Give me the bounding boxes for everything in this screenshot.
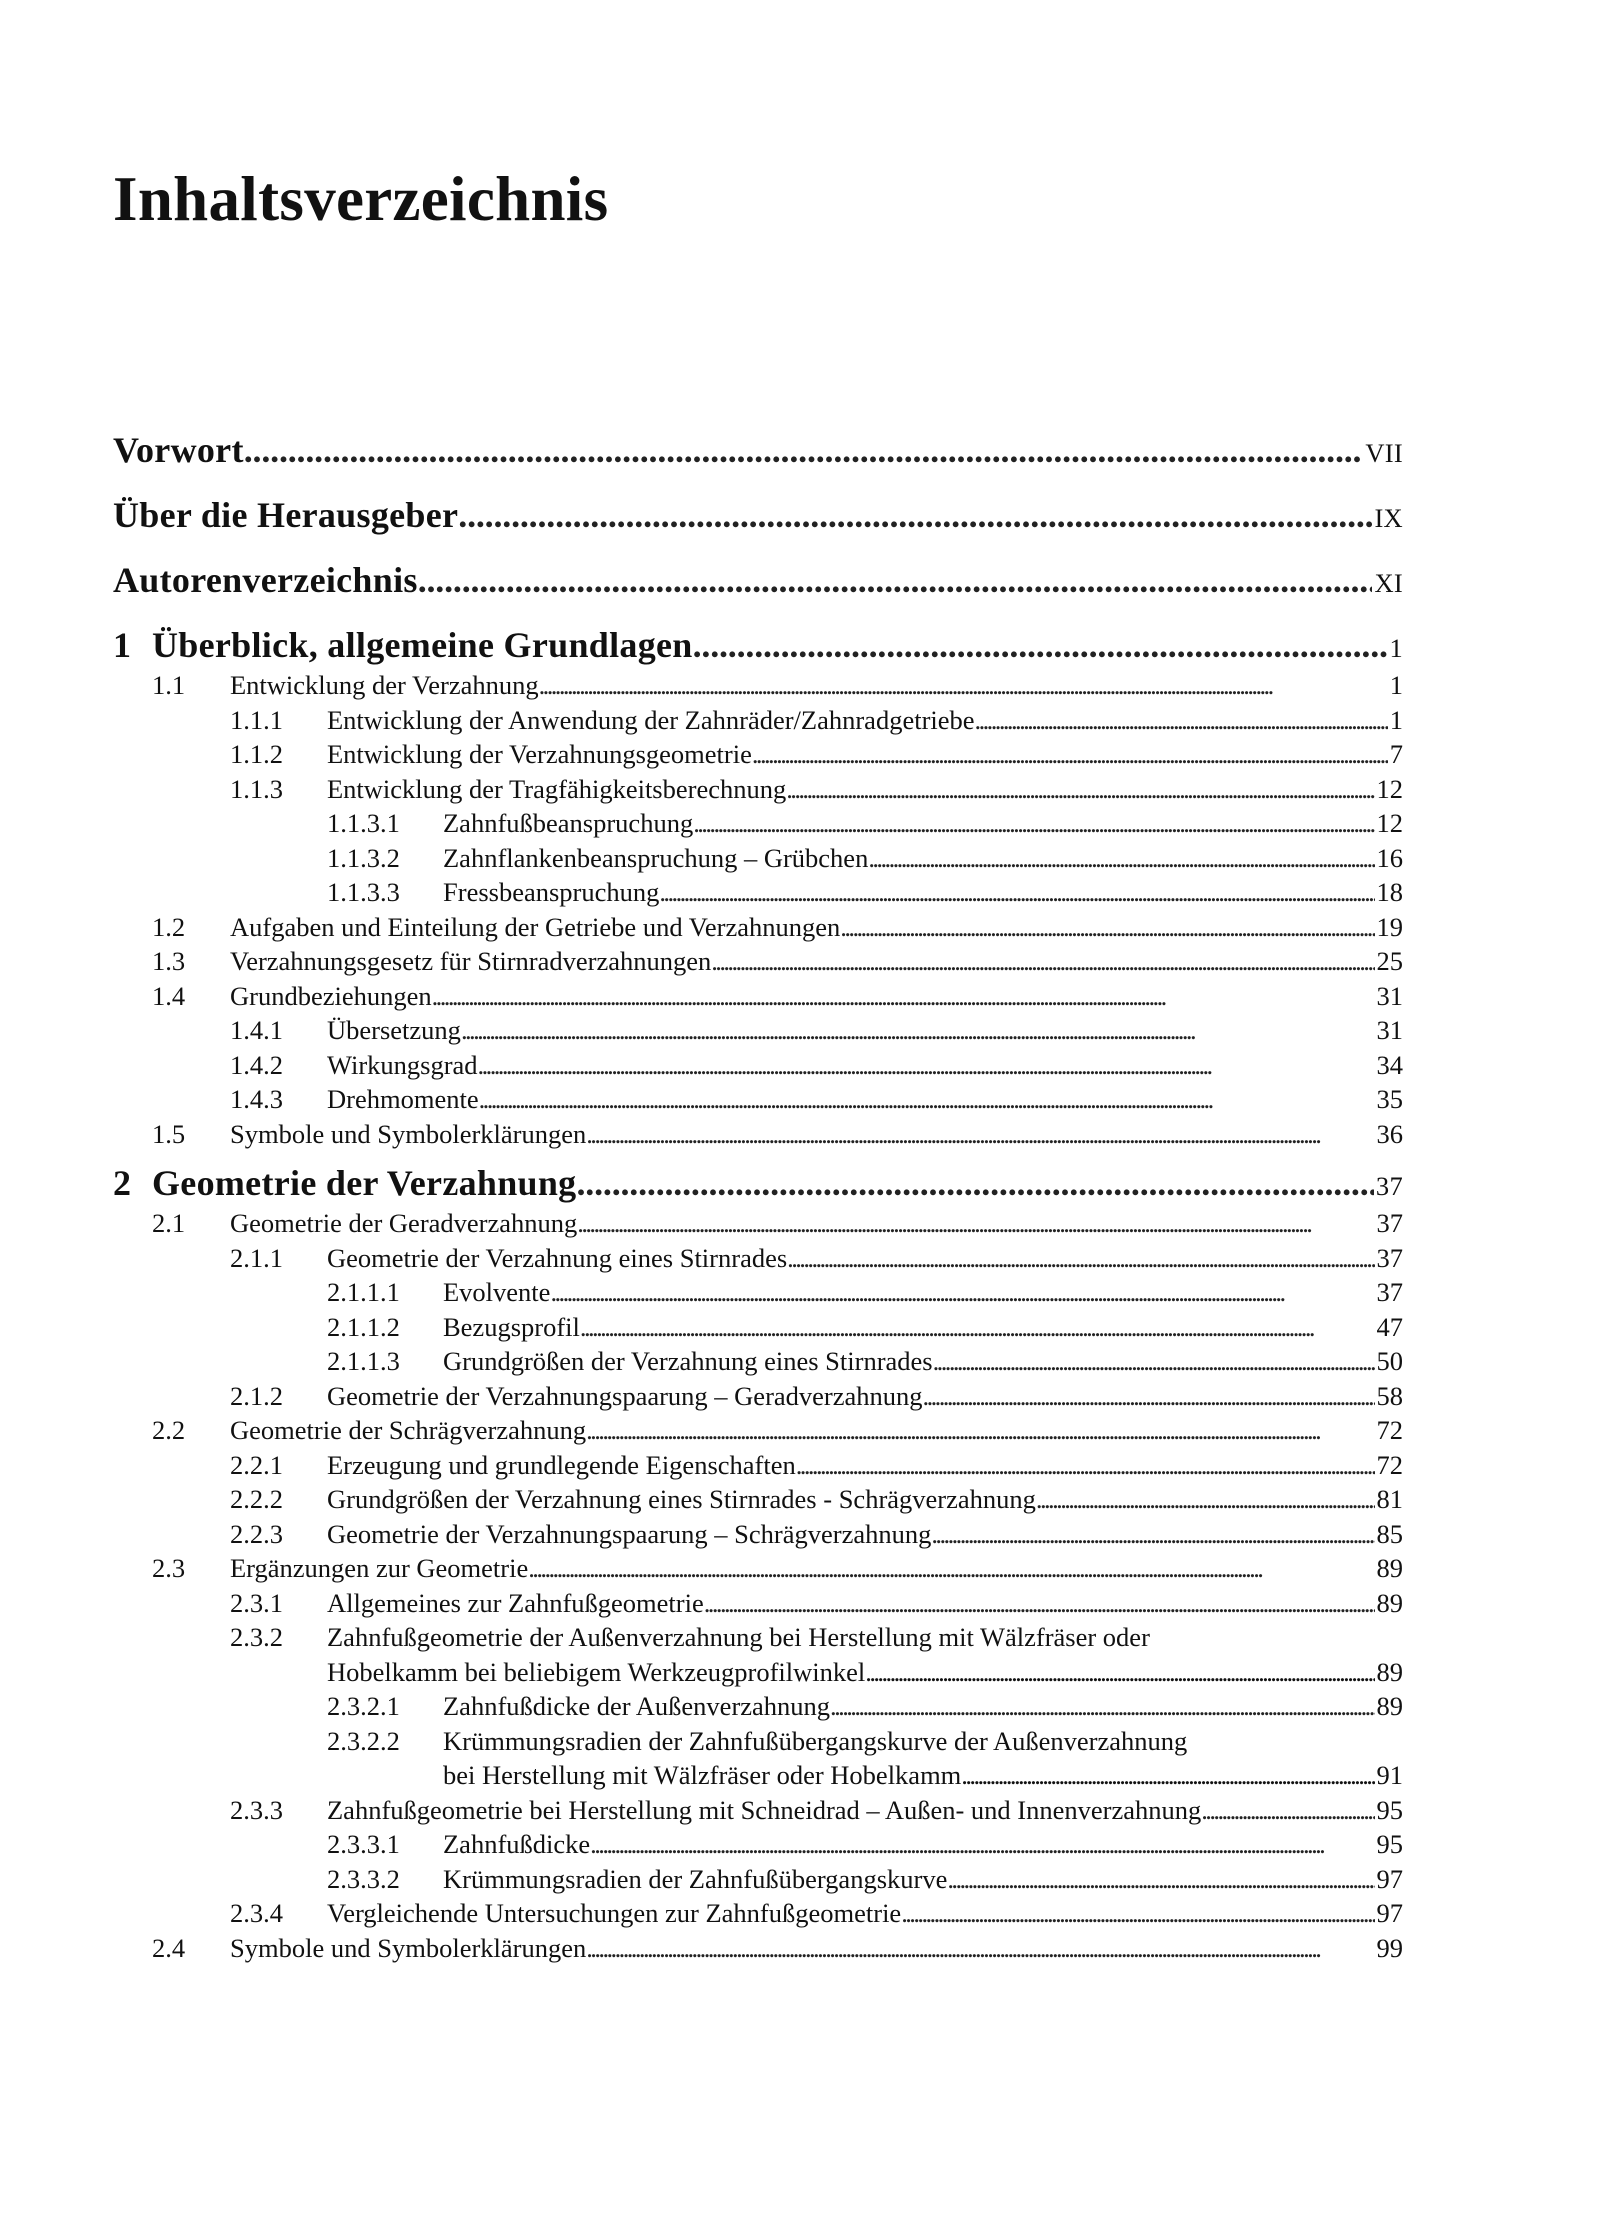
toc-number: 2.3.3.1 [327,1829,400,1859]
dot-leader [933,1344,1375,1379]
toc-label: Geometrie der Geradverzahnung [230,1208,578,1238]
dot-leader [577,1206,1374,1241]
toc-page-number: 97 [1376,1863,1403,1894]
toc-label: Geometrie der Verzahnungspaarung – Geradverzahnung [327,1380,923,1411]
toc-label: Überblick, allgemeine Grundlagen [152,625,693,665]
dot-leader [704,1586,1375,1621]
toc-label: Allgemeines zur Zahnfußgeometrie [327,1587,704,1618]
toc-label: Verzahnungsgesetz für Stirnradverzahnungen [230,946,712,976]
toc-page-number: 95 [1376,1794,1403,1825]
dot-leader [901,1896,1374,1931]
toc-page-number: 12 [1376,773,1403,804]
toc-entry[interactable] [113,772,1403,807]
toc-number: 2.1.1 [230,1242,283,1273]
toc-page-number: 99 [1376,1932,1403,1963]
toc-page-number: 31 [1376,980,1403,1011]
toc-entry[interactable] [113,979,1403,1014]
toc-entry[interactable] [113,1206,1403,1241]
toc-label: Zahnflankenbeanspruchung – Grübchen [443,842,869,873]
toc-label: Symbole und Symbolerklärungen [230,1932,587,1963]
dot-leader [693,625,1388,665]
toc-entry[interactable] [113,1551,1403,1586]
toc-page-number: 81 [1376,1484,1403,1514]
dot-leader [580,1310,1375,1345]
toc-page-number: 91 [1376,1760,1403,1790]
dot-leader [975,703,1388,738]
toc-page-number: 47 [1376,1311,1403,1342]
toc-entry[interactable] [113,841,1403,876]
dot-leader [787,1241,1374,1276]
dot-leader [840,910,1374,945]
toc-number: 1.1.1 [230,704,283,735]
toc-number: 1.3 [152,946,186,976]
toc-label: Vorwort [113,430,244,470]
toc-label: Erzeugung und grundlegende Eigenschaften [327,1449,796,1480]
toc-number: 2.3.2 [230,1622,283,1652]
toc-page-number: 89 [1376,1691,1403,1721]
toc-page-number: 12 [1376,808,1403,838]
toc-label-line1: Zahnfußgeometrie der Außenverzahnung bei Herstellung mit Wälzfräser oder [327,1622,1150,1652]
toc-page-number: 25 [1376,946,1403,976]
toc-number: 2.3.4 [230,1898,283,1928]
toc-page-number: 1 [1389,670,1403,700]
toc-entry[interactable] [113,1620,1403,1689]
toc-label: Evolvente [443,1277,551,1307]
toc-label: Zahnfußdicke [443,1829,591,1859]
toc-label: Grundbeziehungen [230,980,432,1011]
toc-label-line1: Krümmungsradien der Zahnfußübergangskurve der Außenverzahnung [443,1725,1188,1756]
dot-leader [830,1689,1374,1724]
toc-page-number: 37 [1375,1171,1403,1201]
toc-page-number: 72 [1376,1415,1403,1445]
toc-number: 2.1 [152,1208,186,1238]
dot-leader [461,1013,1375,1048]
toc-label: Über die Herausgeber [113,495,459,535]
toc-number: 2.3.2.2 [327,1725,400,1756]
toc-label: Symbole und Symbolerklärungen [230,1118,587,1149]
toc-entry[interactable] [113,1310,1403,1345]
toc-entry[interactable] [113,1344,1403,1379]
toc-page-number: 85 [1376,1518,1403,1549]
toc-entry[interactable] [113,1517,1403,1552]
dot-leader [711,944,1374,979]
toc-number: 1.4.2 [230,1049,283,1080]
dot-leader [659,875,1374,910]
toc-number: 2.4 [152,1932,186,1963]
toc-page-number: 50 [1376,1346,1403,1376]
toc-entry[interactable] [113,1827,1403,1862]
toc-number: 2.1.1.1 [327,1277,400,1307]
toc-number: 1.1.2 [230,739,283,769]
dot-leader [752,737,1388,772]
toc-number: 2.1.1.3 [327,1346,400,1376]
toc-label: Bezugsprofil [443,1311,580,1342]
toc-entry[interactable] [113,1413,1403,1448]
dot-leader [244,430,1364,470]
toc-label: Entwicklung der Verzahnungsgeometrie [327,739,752,769]
toc-page-number: 89 [1376,1656,1403,1687]
toc-page-number: XI [1374,568,1403,598]
toc-number: 2.2 [152,1415,186,1445]
toc-label-line2: Hobelkamm bei beliebigem Werkzeugprofilwinkel [327,1656,866,1687]
toc-entry-autorenverzeichnis[interactable] [113,560,1403,603]
dot-leader [868,841,1374,876]
dot-leader [550,1275,1374,1310]
dot-leader [478,1048,1375,1083]
toc-entry[interactable] [113,1241,1403,1276]
dot-leader [586,1117,1374,1152]
toc-chapter-2[interactable] [113,1163,1403,1206]
toc-label: Geometrie der Verzahnung eines Stirnrades [327,1242,788,1273]
toc-number: 1.1 [152,670,186,700]
toc-chapter-1[interactable] [113,625,1403,668]
toc-page-number: 31 [1376,1015,1403,1045]
toc-page-number: 16 [1376,842,1403,873]
toc-page-number: 34 [1376,1049,1403,1080]
toc-label-line2: bei Herstellung mit Wälzfräser oder Hobelkamm [443,1760,962,1790]
dot-leader [586,1413,1374,1448]
toc-label: Fressbeanspruchung [443,877,660,907]
toc-entry[interactable] [113,703,1403,738]
toc-entry[interactable] [113,1013,1403,1048]
toc-label: Geometrie der Verzahnungspaarung – Schrägverzahnung [327,1518,932,1549]
toc-entry[interactable] [113,1082,1403,1117]
toc-entry[interactable] [113,1448,1403,1483]
toc-label: Ergänzungen zur Geometrie [230,1553,529,1583]
dot-leader [865,1655,1374,1690]
toc-label: Grundgrößen der Verzahnung eines Stirnrades [443,1346,933,1376]
toc-label: Vergleichende Untersuchungen zur Zahnfußgeometrie [327,1898,902,1928]
toc-entry[interactable] [113,1689,1403,1724]
toc-number: 1.1.3.2 [327,842,400,873]
toc-page-number: 19 [1376,911,1403,942]
toc-chapter-number: 2 [113,1163,132,1203]
toc-page-number: 97 [1376,1898,1403,1928]
toc-page-number: 37 [1376,1277,1403,1307]
toc-page-number: 37 [1376,1208,1403,1238]
toc-entry[interactable] [113,1793,1403,1828]
toc-page-number: 58 [1376,1380,1403,1411]
toc-entry-herausgeber[interactable] [113,495,1403,538]
toc-number: 2.3.3 [230,1794,283,1825]
toc-label: Entwicklung der Anwendung der Zahnräder/Zahnradgetriebe [327,704,975,735]
dot-leader [432,979,1375,1014]
dot-leader [458,495,1372,535]
toc-page-number: 1 [1389,633,1403,663]
toc-label: Zahnfußgeometrie bei Herstellung mit Schneidrad – Außen- und Innenverzahnung [327,1794,1202,1825]
toc-entry[interactable] [113,1048,1403,1083]
toc-entry[interactable] [113,1275,1403,1310]
toc-entry[interactable] [113,1896,1403,1931]
toc-label: Drehmomente [327,1084,479,1114]
dot-leader [577,1163,1374,1203]
toc-number: 1.4.1 [230,1015,283,1045]
toc-number: 1.5 [152,1118,186,1149]
toc-page-number: 72 [1376,1449,1403,1480]
toc-number: 1.1.3.1 [327,808,400,838]
toc-number: 2.1.2 [230,1380,283,1411]
toc-label: Entwicklung der Tragfähigkeitsberechnung [327,773,787,804]
toc-number: 2.3 [152,1553,186,1583]
toc-entry[interactable] [113,1117,1403,1152]
toc-number: 2.3.3.2 [327,1863,400,1894]
dot-leader [1201,1793,1374,1828]
toc-page-number: 7 [1389,739,1403,769]
dot-leader [961,1758,1374,1793]
dot-leader [539,668,1388,703]
toc-number: 2.2.3 [230,1518,283,1549]
toc-entry[interactable] [113,806,1403,841]
page-title: Inhaltsverzeichnis [113,164,609,234]
toc-number: 1.4 [152,980,186,1011]
toc-entry-vorwort[interactable] [113,430,1403,473]
toc-page-number: 35 [1376,1084,1403,1114]
toc-label: Geometrie der Verzahnung [152,1163,577,1203]
toc-entry[interactable] [113,737,1403,772]
toc-page-number: VII [1365,438,1403,468]
toc-label: Entwicklung der Verzahnung [230,670,539,700]
toc-chapter-number: 1 [113,625,132,665]
toc-label: Zahnfußdicke der Außenverzahnung [443,1691,831,1721]
toc-number: 2.3.1 [230,1587,283,1618]
toc-number: 1.2 [152,911,186,942]
toc-number: 2.2.2 [230,1484,283,1514]
toc-label: Autorenverzeichnis [113,560,418,600]
dot-leader [923,1379,1375,1414]
toc-label: Übersetzung [327,1015,461,1045]
toc-number: 1.4.3 [230,1084,283,1114]
dot-leader [590,1827,1374,1862]
toc-page-number: 36 [1376,1118,1403,1149]
toc-page-number: 89 [1376,1587,1403,1618]
table-of-contents [113,430,1403,1965]
toc-label: Grundgrößen der Verzahnung eines Stirnrades - Schrägverzahnung [327,1484,1036,1514]
toc-number: 2.1.1.2 [327,1311,400,1342]
toc-label: Zahnfußbeanspruchung [443,808,694,838]
toc-page-number: 1 [1389,704,1403,735]
toc-page-number: 95 [1376,1829,1403,1859]
toc-entry[interactable] [113,1862,1403,1897]
dot-leader [586,1931,1374,1966]
dot-leader [796,1448,1375,1483]
toc-entry[interactable] [113,1931,1403,1966]
toc-page-number: 37 [1376,1242,1403,1273]
dot-leader [947,1862,1374,1897]
toc-entry[interactable] [113,944,1403,979]
toc-label: Geometrie der Schrägverzahnung [230,1415,587,1445]
toc-entry[interactable] [113,1586,1403,1621]
toc-entry[interactable] [113,875,1403,910]
toc-entry[interactable] [113,1724,1403,1793]
dot-leader [1036,1482,1375,1517]
toc-entry[interactable] [113,668,1403,703]
toc-label: Wirkungsgrad [327,1049,478,1080]
toc-number: 1.1.3 [230,773,283,804]
toc-page-number: IX [1374,503,1403,533]
dot-leader [479,1082,1375,1117]
toc-page-number: 89 [1376,1553,1403,1583]
dot-leader [693,806,1374,841]
toc-entry[interactable] [113,1482,1403,1517]
toc-number: 2.3.2.1 [327,1691,400,1721]
toc-number: 2.2.1 [230,1449,283,1480]
dot-leader [418,560,1373,600]
toc-label: Krümmungsradien der Zahnfußübergangskurve [443,1863,948,1894]
dot-leader [786,772,1374,807]
toc-number: 1.1.3.3 [327,877,400,907]
dot-leader [528,1551,1374,1586]
toc-page-number: 18 [1376,877,1403,907]
dot-leader [931,1517,1374,1552]
toc-entry[interactable] [113,1379,1403,1414]
toc-entry[interactable] [113,910,1403,945]
toc-label: Aufgaben und Einteilung der Getriebe und Verzahnungen [230,911,841,942]
